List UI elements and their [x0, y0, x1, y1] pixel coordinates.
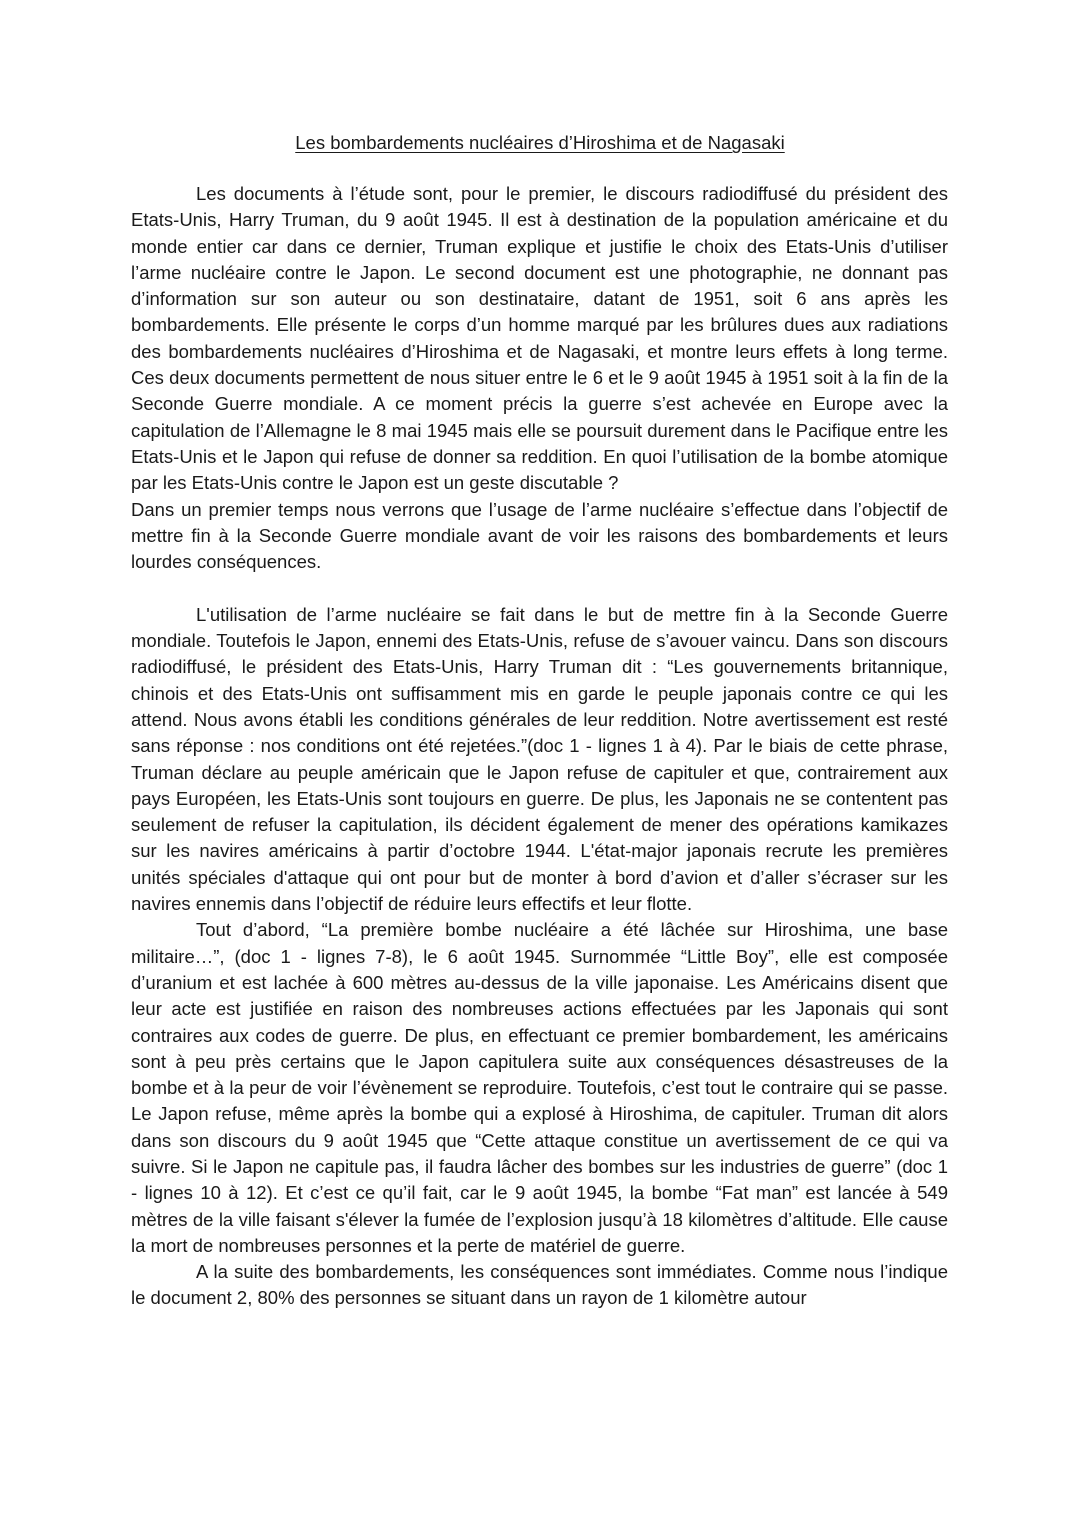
document-body: [131, 181, 948, 1312]
paragraph-first-bomb: Tout d’abord, “La première bombe nucléaire a été lâchée sur Hiroshima, une base militaire…”, (doc 1 - lignes 7-8), le 6 août 1945. Surnommée “Little Boy”, elle est composée d’uranium et est lachée à 600 mètres au-dessus de la ville japonaise. Les Américains disent que leur acte est justifiée en raison des nombreuses actions effectuées par les Japonais qui sont contraires aux codes de guerre. De plus, en effectuant ce premier bombardement, les américains sont à peu près certains que le Japon capitulera suite aux conséquences désastreuses de la bombe et à la peur de voir l’évènement se reproduire. Toutefois, c’est tout le contraire qui se passe. Le Japon refuse, même après la bombe qui a explosé à Hiroshima, de capituler. Truman dit alors dans son discours du 9 août 1945 que “Cette attaque constitue un avertissement de ce qui va suivre. Si le Japon ne capitule pas, il faudra lâcher des bombes sur les industries de guerre” (doc 1 - lignes 10 à 12). Et c’est ce qu’il fait, car le 9 août 1945, la bombe “Fat man” est lancée à 549 mètres de la ville faisant s'élever la fumée de l’explosion jusqu’à 18 kilomètres d’altitude. Elle cause la mort de nombreuses personnes et la perte de matériel de guerre.: [131, 919, 948, 1256]
paragraph-part-one: L'utilisation de l’arme nucléaire se fait dans le but de mettre fin à la Seconde Guerre mondiale. Toutefois le Japon, ennemi des Etats-Unis, refuse de s’avouer vaincu. Dans son discours radiodiffusé, le président des Etats-Unis, Harry Truman dit : “Les gouvernements britannique, chinois et des Etats-Unis ont suffisamment mis en garde le peuple japonais contre ce qui les attend. Nous avons établi les conditions générales de leur reddition. Notre avertissement est resté sans réponse : nos conditions ont été rejetées.”(doc 1 - lignes 1 à 4). Par le biais de cette phrase, Truman déclare au peuple américain que le Japon refuse de capituler et que, contrairement aux pays Européen, les Etats-Unis sont toujours en guerre. De plus, les Japonais ne se contentent pas seulement de refuser la capitulation, ils décident également de mener des opérations kamikazes sur les navires américains à partir d’octobre 1944. L'état-major japonais recrute les premières unités spéciales d'attaque qui ont pour but de monter à bord d’avion et d’aller s’écraser sur les navires ennemis dans l’objectif de réduire leurs effectifs et leur flotte.: [131, 603, 948, 915]
paragraph-consequences: A la suite des bombardements, les conséquences sont immédiates. Comme nous l’indique le document 2, 80% des personnes se situant dans un rayon de 1 kilomètre autour: [131, 1261, 948, 1309]
paragraph-introduction: Les documents à l’étude sont, pour le premier, le discours radiodiffusé du président des Etats-Unis, Harry Truman, du 9 août 1945. Il est à destination de la population américaine et du monde entier car dans ce dernier, Truman explique et justifie le choix des Etats-Unis d’utiliser l’arme nucléaire contre le Japon. Le second document est une photographie, ne donnant pas d’information sur son auteur ou son destinataire, datant de 1951, soit 6 ans après les bombardements. Elle présente le corps d’un homme marqué par les brûlures dues aux radiations des bombardements nucléaires d’Hiroshima et de Nagasaki, et montre leurs effets à long terme. Ces deux documents permettent de nous situer entre le 6 et le 9 août 1945 à 1951 soit à la fin de la Seconde Guerre mondiale. A ce moment précis la guerre s’est achevée en Europe avec la capitulation de l’Allemagne le 8 mai 1945 mais elle se poursuit durement dans le Pacifique entre les Etats-Unis et le Japon qui refuse de donner sa reddition. En quoi l’utilisation de la bombe atomique par les Etats-Unis contre le Japon est un geste discutable ?: [131, 183, 948, 494]
paragraph-plan: Dans un premier temps nous verrons que l’usage de l’arme nucléaire s’effectue dans l’objectif de mettre fin à la Seconde Guerre mondiale avant de voir les raisons des bombardements et leurs lourdes conséquences.: [131, 498, 948, 573]
document-title: Les bombardements nucléaires d’Hiroshima et de Nagasaki: [295, 132, 785, 153]
